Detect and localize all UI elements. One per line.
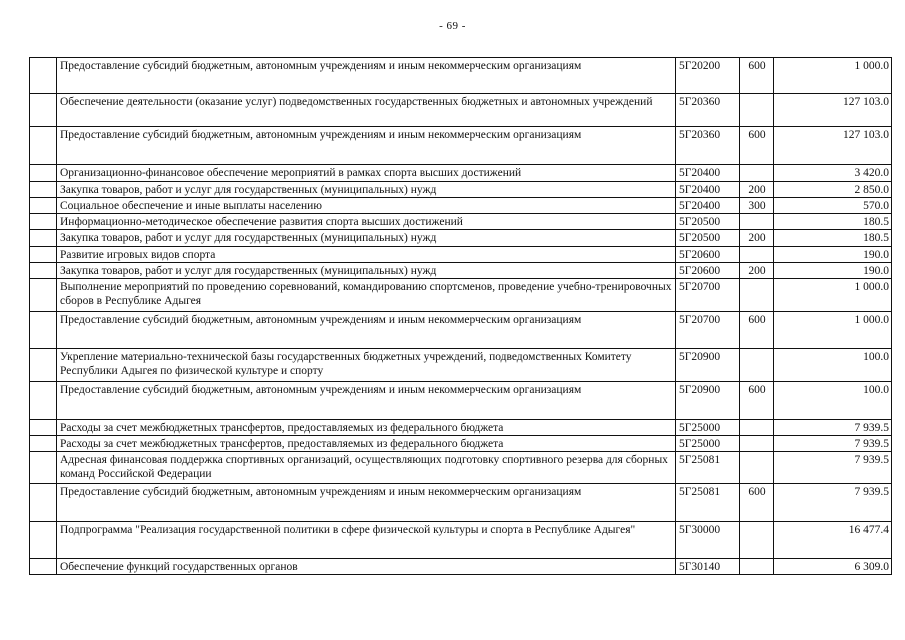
expense-type-cell: 200 (740, 182, 774, 198)
expense-type-cell (740, 165, 774, 182)
expense-type-cell: 600 (740, 312, 774, 349)
table-row (30, 58, 892, 94)
amount-cell: 7 939.5 (774, 484, 892, 522)
amount-cell: 570.0 (774, 198, 892, 214)
table-row (30, 484, 892, 522)
target-article-code-cell: 5Г20360 (676, 127, 740, 165)
expense-name-cell: Подпрограмма "Реализация государственной политики в сфере физической культуры и спорта в Республике Адыгея" (57, 522, 676, 559)
amount-cell: 7 939.5 (774, 436, 892, 452)
empty-cell (30, 182, 57, 198)
target-article-code-cell: 5Г30000 (676, 522, 740, 559)
amount-cell: 190.0 (774, 263, 892, 279)
empty-cell (30, 522, 57, 559)
empty-cell (30, 58, 57, 94)
empty-cell (30, 312, 57, 349)
table-row (30, 127, 892, 165)
empty-cell (30, 279, 57, 312)
table-row (30, 420, 892, 436)
target-article-code-cell: 5Г25000 (676, 436, 740, 452)
table-row (30, 165, 892, 182)
target-article-code-cell: 5Г20200 (676, 58, 740, 94)
table-row (30, 230, 892, 247)
expense-name-cell: Предоставление субсидий бюджетным, автономным учреждениям и иным некоммерческим организациям (57, 484, 676, 522)
target-article-code-cell: 5Г20360 (676, 94, 740, 127)
empty-cell (30, 559, 57, 575)
expense-name-cell: Расходы за счет межбюджетных трансфертов, предоставляемых из федерального бюджета (57, 436, 676, 452)
expense-type-cell (740, 94, 774, 127)
empty-cell (30, 436, 57, 452)
expense-name-cell: Информационно-методическое обеспечение развития спорта высших достижений (57, 214, 676, 230)
budget-table-body (30, 58, 892, 575)
expense-type-cell (740, 420, 774, 436)
expense-type-cell (740, 559, 774, 575)
expense-name-cell: Обеспечение деятельности (оказание услуг) подведомственных государственных бюджетных и автономных учреждений (57, 94, 676, 127)
expense-type-cell: 600 (740, 382, 774, 420)
amount-cell: 3 420.0 (774, 165, 892, 182)
amount-cell: 180.5 (774, 214, 892, 230)
expense-type-cell: 600 (740, 484, 774, 522)
expense-name-cell: Предоставление субсидий бюджетным, автономным учреждениям и иным некоммерческим организациям (57, 382, 676, 420)
empty-cell (30, 198, 57, 214)
target-article-code-cell: 5Г20400 (676, 165, 740, 182)
table-row (30, 436, 892, 452)
target-article-code-cell: 5Г20900 (676, 349, 740, 382)
expense-type-cell: 600 (740, 127, 774, 165)
table-row (30, 312, 892, 349)
empty-cell (30, 452, 57, 484)
table-row (30, 522, 892, 559)
expense-type-cell: 600 (740, 58, 774, 94)
target-article-code-cell: 5Г30140 (676, 559, 740, 575)
expense-name-cell: Закупка товаров, работ и услуг для государственных (муниципальных) нужд (57, 263, 676, 279)
table-row (30, 263, 892, 279)
amount-cell: 7 939.5 (774, 420, 892, 436)
table-row (30, 349, 892, 382)
table-row (30, 94, 892, 127)
empty-cell (30, 127, 57, 165)
expense-type-cell (740, 349, 774, 382)
empty-cell (30, 247, 57, 263)
table-row (30, 182, 892, 198)
expense-type-cell (740, 452, 774, 484)
empty-cell (30, 94, 57, 127)
amount-cell: 127 103.0 (774, 94, 892, 127)
expense-name-cell: Обеспечение функций государственных органов (57, 559, 676, 575)
target-article-code-cell: 5Г20400 (676, 198, 740, 214)
amount-cell: 1 000.0 (774, 58, 892, 94)
amount-cell: 180.5 (774, 230, 892, 247)
target-article-code-cell: 5Г20500 (676, 230, 740, 247)
target-article-code-cell: 5Г20500 (676, 214, 740, 230)
table-row (30, 279, 892, 312)
target-article-code-cell: 5Г20900 (676, 382, 740, 420)
expense-type-cell (740, 436, 774, 452)
amount-cell: 1 000.0 (774, 279, 892, 312)
table-row (30, 247, 892, 263)
empty-cell (30, 484, 57, 522)
expense-name-cell: Адресная финансовая поддержка спортивных организаций, осуществляющих подготовку спортивного резерва для сборных команд Российской Федерации (57, 452, 676, 484)
amount-cell: 7 939.5 (774, 452, 892, 484)
expense-type-cell (740, 247, 774, 263)
amount-cell: 2 850.0 (774, 182, 892, 198)
empty-cell (30, 420, 57, 436)
expense-name-cell: Предоставление субсидий бюджетным, автономным учреждениям и иным некоммерческим организациям (57, 127, 676, 165)
empty-cell (30, 165, 57, 182)
expense-type-cell: 200 (740, 263, 774, 279)
expense-name-cell: Закупка товаров, работ и услуг для государственных (муниципальных) нужд (57, 182, 676, 198)
empty-cell (30, 214, 57, 230)
empty-cell (30, 382, 57, 420)
target-article-code-cell: 5Г20400 (676, 182, 740, 198)
expense-type-cell (740, 522, 774, 559)
expense-type-cell: 200 (740, 230, 774, 247)
table-row (30, 214, 892, 230)
amount-cell: 6 309.0 (774, 559, 892, 575)
expense-name-cell: Развитие игровых видов спорта (57, 247, 676, 263)
target-article-code-cell: 5Г20600 (676, 247, 740, 263)
amount-cell: 100.0 (774, 382, 892, 420)
empty-cell (30, 230, 57, 247)
table-row (30, 382, 892, 420)
amount-cell: 16 477.4 (774, 522, 892, 559)
expense-name-cell: Предоставление субсидий бюджетным, автономным учреждениям и иным некоммерческим организациям (57, 312, 676, 349)
expense-type-cell (740, 214, 774, 230)
expense-name-cell: Расходы за счет межбюджетных трансфертов, предоставляемых из федерального бюджета (57, 420, 676, 436)
amount-cell: 100.0 (774, 349, 892, 382)
target-article-code-cell: 5Г20700 (676, 279, 740, 312)
amount-cell: 127 103.0 (774, 127, 892, 165)
target-article-code-cell: 5Г25081 (676, 484, 740, 522)
target-article-code-cell: 5Г25000 (676, 420, 740, 436)
table-row (30, 452, 892, 484)
target-article-code-cell: 5Г25081 (676, 452, 740, 484)
page-number: - 69 - (439, 20, 466, 32)
target-article-code-cell: 5Г20700 (676, 312, 740, 349)
budget-table (29, 57, 892, 575)
table-row (30, 198, 892, 214)
empty-cell (30, 349, 57, 382)
expense-name-cell: Укрепление материально-технической базы государственных бюджетных учреждений, подведомственных Комитету Республики Адыгея по физической культуре и спорту (57, 349, 676, 382)
expense-name-cell: Закупка товаров, работ и услуг для государственных (муниципальных) нужд (57, 230, 676, 247)
expense-name-cell: Организационно-финансовое обеспечение мероприятий в рамках спорта высших достижений (57, 165, 676, 182)
expense-name-cell: Социальное обеспечение и иные выплаты населению (57, 198, 676, 214)
table-row (30, 559, 892, 575)
expense-name-cell: Выполнение мероприятий по проведению соревнований, командированию спортсменов, проведение учебно-тренировочных сборов в Республике Адыгея (57, 279, 676, 312)
empty-cell (30, 263, 57, 279)
amount-cell: 190.0 (774, 247, 892, 263)
expense-name-cell: Предоставление субсидий бюджетным, автономным учреждениям и иным некоммерческим организациям (57, 58, 676, 94)
expense-type-cell: 300 (740, 198, 774, 214)
target-article-code-cell: 5Г20600 (676, 263, 740, 279)
expense-type-cell (740, 279, 774, 312)
amount-cell: 1 000.0 (774, 312, 892, 349)
